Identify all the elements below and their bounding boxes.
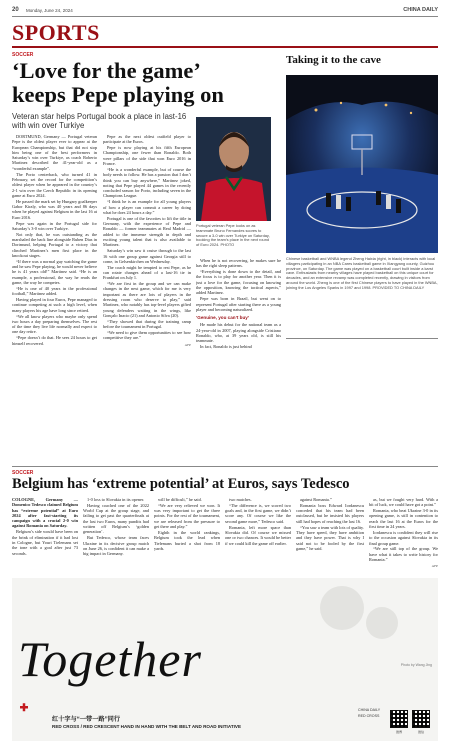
story1-column-1 xyxy=(12,134,97,462)
story2-column-2 xyxy=(83,497,149,575)
paragraph: When he is not recovering, he makes sure he has the right sleep patterns. xyxy=(196,258,281,269)
story2-column-3 xyxy=(154,497,220,575)
pepe-photo-caption: Portugal veteran Pepe looks on as teammate Bruno Fernandes scores to secure a 3-0 win over Turkiye on Saturday, booking the team’s place in the next round of Euro 2024. PHOTO xyxy=(196,223,270,248)
paragraph: “He is one of 40 years in the professional football,” Martinez added. xyxy=(12,285,97,297)
paragraph: against Romania.” xyxy=(300,497,332,502)
cave-title: Taking it to the cave xyxy=(286,54,381,66)
paragraph: Having coached one of the 2022 World Cup at the group stage, and failing to get past the quarterfinals at the last two Euros, many pundits had written off Belgium’s ‘golden generation’. xyxy=(83,502,149,535)
cave-photo xyxy=(286,75,438,253)
paragraph: Having played in four Euros, Pepe managed to continue competing at such a high level, when many players his age have long since retired. xyxy=(12,297,97,313)
paragraph: “Pepe doesn’t do that. He sees 24 hours to get himself recovered. xyxy=(12,335,97,346)
paragraph: The coach might be tempted to rest Pepe, as he can rotate changes ahead of a last-16 tie in Frankfurt on July 1. xyxy=(103,264,191,281)
qr-label: 微博 xyxy=(395,730,402,734)
story1-headline-line2: keeps Pepe playing on xyxy=(12,81,224,107)
story1-kicker: SOCCER xyxy=(12,52,34,58)
paragraph: Belgium’s side would have been on the brink of elimination if it had lost in Cologne, but Youri Tielemans set the tone with a goal after just 73 seconds. xyxy=(12,529,78,556)
story1-column-2b xyxy=(196,258,281,460)
header-rule xyxy=(12,16,438,17)
issue-date: Monday, June 24, 2024 xyxy=(26,8,73,13)
paragraph: Iordanescu is confident they will rise to the occasion against Slovakia in its final group game. xyxy=(369,529,438,546)
paragraph: COLOGNE, Germany — Domenico Tedesco claimed Belgium has “extreme potential” at Euro 2024 after fast-starting its campaign with a crucial 2-0 win against Romania on Saturday. xyxy=(12,497,78,529)
paragraph: Not only that, he was outstanding as the marshaled the back line alongside Ruben Dias in Dortmund, helping Portugal to a victory that clinched Martinez’s men first place in the knockout stages. xyxy=(12,231,97,258)
paragraph: “We are very relieved we won. It was very important to get the three points. For the rest of the tournament, we are released from the pressure to get there and play.” xyxy=(154,502,220,530)
paragraph: 1-0 loss to Slovakia in its opener. xyxy=(87,497,145,502)
qr-label: 微信 xyxy=(417,730,424,734)
paragraph: “You saw a team with lots of quality. They have speed, they have ambition and they have power. That is why I said not to be fooled by the first game,” he said. xyxy=(296,524,364,551)
story1-subhead: ‘Genuine, you can’t buy’ xyxy=(196,315,250,321)
paragraph: “I think he is an example for all young players of how a player can commit a career by doing what he does 24 hours a day.” xyxy=(103,199,191,215)
paragraph: two matches. xyxy=(229,497,252,502)
story2-column-6 xyxy=(369,497,438,575)
paragraph: “We need to give them opportunities to see how competitive they are.” xyxy=(103,330,191,341)
story2-column-1 xyxy=(12,497,78,575)
story1-deck: Veteran star helps Portugal book a place in last-16 with win over Turkiye xyxy=(12,112,187,131)
paragraph: “The difference is, we scored two goals and, in the first game, we didn’t score any. Of course we like the second game more,” Tedesco said. xyxy=(225,502,291,524)
story2-column-5 xyxy=(296,497,364,575)
paragraph: will be difficult,” he said. xyxy=(158,497,202,502)
story2-headline: Belgium has ‘extreme potential’ at Euros, says Tedesco xyxy=(12,476,350,492)
paragraph: “We are first in the group and we can make changes in the next game, which for me is very important as there are lots of players in the dressing room who deserve to play,” said Martinez, who notably has top-level players gifted young defenders waiting in the wings, like Gonçalo Inacio (21) and Antonio Silva (20). xyxy=(103,281,191,318)
story-divider xyxy=(12,466,438,467)
paragraph: Romania, left more space than Slovakia did. Of course we missed one or two chances. It would be better if we could kill the game off earlier. xyxy=(225,524,291,546)
divider xyxy=(286,338,438,339)
paragraph: DORTMUND, Germany — Portugal veteran Pepe is the oldest player ever to appear at the European Championship, but that did not stop him being one of the best performers in Saturday’s win over Turkiye, as coach Roberto Martinez described the 41-year-old as a “wonderful example”. xyxy=(12,134,97,171)
footballer-figure-icon xyxy=(196,117,271,221)
paragraph: Romania boss Edward Iordanescu conceded that his team had been outclassed, but he insisted his players still had hopes of reaching the last 16. xyxy=(296,502,364,524)
paragraph: Romania, who beat Ukraine 3-0 in its opening game, is still in contention to reach the last 16 at the Euros for the first time in 24 years. xyxy=(369,508,438,530)
story1-headline xyxy=(12,59,282,106)
story2-column-4 xyxy=(225,497,291,575)
story1-column-2 xyxy=(103,134,191,460)
ad-tagline-english: RED CROSS / RED CRESCENT HAND IN HAND WITH THE BELT AND ROAD INITIATIVE xyxy=(52,724,242,729)
cave-caption: Chinese basketball and WNBA legend Zheng Haixia (right, in black) interacts with local villagers participating in an NBA Cares basketball game in Xiangyang county, Guizhou province, on Saturday. The game was played on a basketball court built inside a karst cave. Enthusiasts from nearby villages have played basketball on this unique court for decades, and an extensive revamp was completed recently, drawing in visitors from around the world. Zheng is one of the first Chinese players to have played in the WNBA, joining the Los Angeles Sparks in 1997 and 1998. PROVIDED TO CHINA DAILY xyxy=(286,256,438,290)
paragraph: In fact, Ronaldo is just behind xyxy=(200,344,252,350)
ad-tagline-chinese: 红十字与“一带一路”同行 xyxy=(52,716,121,723)
paragraph: He made his debut for the national team as a 24-year-old in 2007, playing alongside Cristiano Ronaldo, who, at 39 years old, is still his teammate. xyxy=(196,322,281,344)
paragraph: Pepe was born in Brazil, but went on to represent Portugal after starting there as a young player and becoming naturalized. xyxy=(196,296,281,312)
china-daily-logo: CHINA DAILY xyxy=(358,708,381,712)
paragraph: “We all know players who maybe only spend two hours a day preparing themselves. The rest of the time they live life normally and expect to one day retire. xyxy=(12,313,97,335)
paragraph: Saturday’s win saw it cruise through to the last 16 with one group game against Georgia still to come, in Gelsenkirchen on Wednesday. xyxy=(103,248,191,264)
page-number: 20 xyxy=(12,7,19,13)
masthead-brand: CHINA DAILY xyxy=(403,7,438,13)
paragraph: He passed the mark set by Hungary goalkeeper Gabor Kiraly, who was 40 years and 86 days when he played against Belgium in the last 16 at Euro 2016. xyxy=(12,198,97,220)
qr-code-icon xyxy=(390,710,408,728)
ad-title: Together xyxy=(18,631,202,687)
ad-photo-credit: Photo by Wang Jing xyxy=(400,663,432,667)
story2-kicker: SOCCER xyxy=(12,470,34,476)
qr-code-icon xyxy=(412,710,430,728)
section-rule xyxy=(12,46,438,48)
paragraph: “We are still top of the group. We have what it takes to write history for Romania.” xyxy=(369,546,438,563)
section-title: SPORTS xyxy=(12,20,100,45)
red-cross-advertisement xyxy=(12,578,438,741)
paragraph: Portugal is one of the favorites to lift the title in Germany, with the experience of Pepe and Ronaldo — former teammates at Real Madrid — added to the immense strength in depth and exciting young talent that is also available to Martinez. xyxy=(103,215,191,248)
paragraph: “Everything is done down to the detail, and the focus is to play for another year. Then it is just a love for the game, focusing on knowing the opposition, knowing the tactical aspects,” added Martinez. xyxy=(196,269,281,296)
red-cross-logo: RED CROSS xyxy=(358,714,380,718)
pepe-photo xyxy=(196,117,271,221)
page-header xyxy=(12,6,438,16)
paragraph: Pepe is now playing at his fifth European Championship, one fewer than Ronaldo. Both were pillars of the side that won Euro 2016 in France. xyxy=(103,145,191,167)
paragraph: Pepe was again in the Portugal side for Saturday’s 3-0 win over Turkiye. xyxy=(12,220,97,231)
story1-headline-line1: ‘Love for the game’ xyxy=(12,58,201,83)
paragraph: The Porto centerback, who turned 41 in February, set the record for the competition’s oldest player when he appeared in the country’s 2-1 win over the Czech Republic in its opening game at Euro 2024. xyxy=(12,171,97,198)
paragraph: “If there was a normal guy watching the game and he saw Pepe playing, he would never believe he is 41 years old!” Martinez said. “He is an example, a professional, the way he reads the game, the way he competes. xyxy=(12,258,97,285)
paragraph: “They showed that during the training camp before the tournament in Portugal. xyxy=(103,318,191,330)
paragraph: Eighth in the world rankings, Belgium took the lead when Tielemans buried a shot from 18 yards. xyxy=(154,529,220,551)
story1-credit: AFP xyxy=(184,342,191,347)
paragraph: But Tedesco, whose team faces Ukraine in its decisive group match on June 26, is confident it can make a big impact in Germany. xyxy=(83,535,149,557)
paragraph: “He is a wonderful example, but of course the body needs to follow. He has a passion that I don’t think you can buy anywhere,” Martinez joked, noting that Pepe played 44 games in the recently concluded season for Porto, including seven in the Champions League. xyxy=(103,166,191,199)
story2-credit: AFP xyxy=(431,564,438,569)
paragraph: as, but we fought very hard. With a bit of luck, we could have got a point.” xyxy=(369,497,438,508)
cave-basketball-scene-icon xyxy=(286,75,438,253)
paragraph: Pepe as the next oldest outfield player to participate at the Euros. xyxy=(103,134,191,145)
